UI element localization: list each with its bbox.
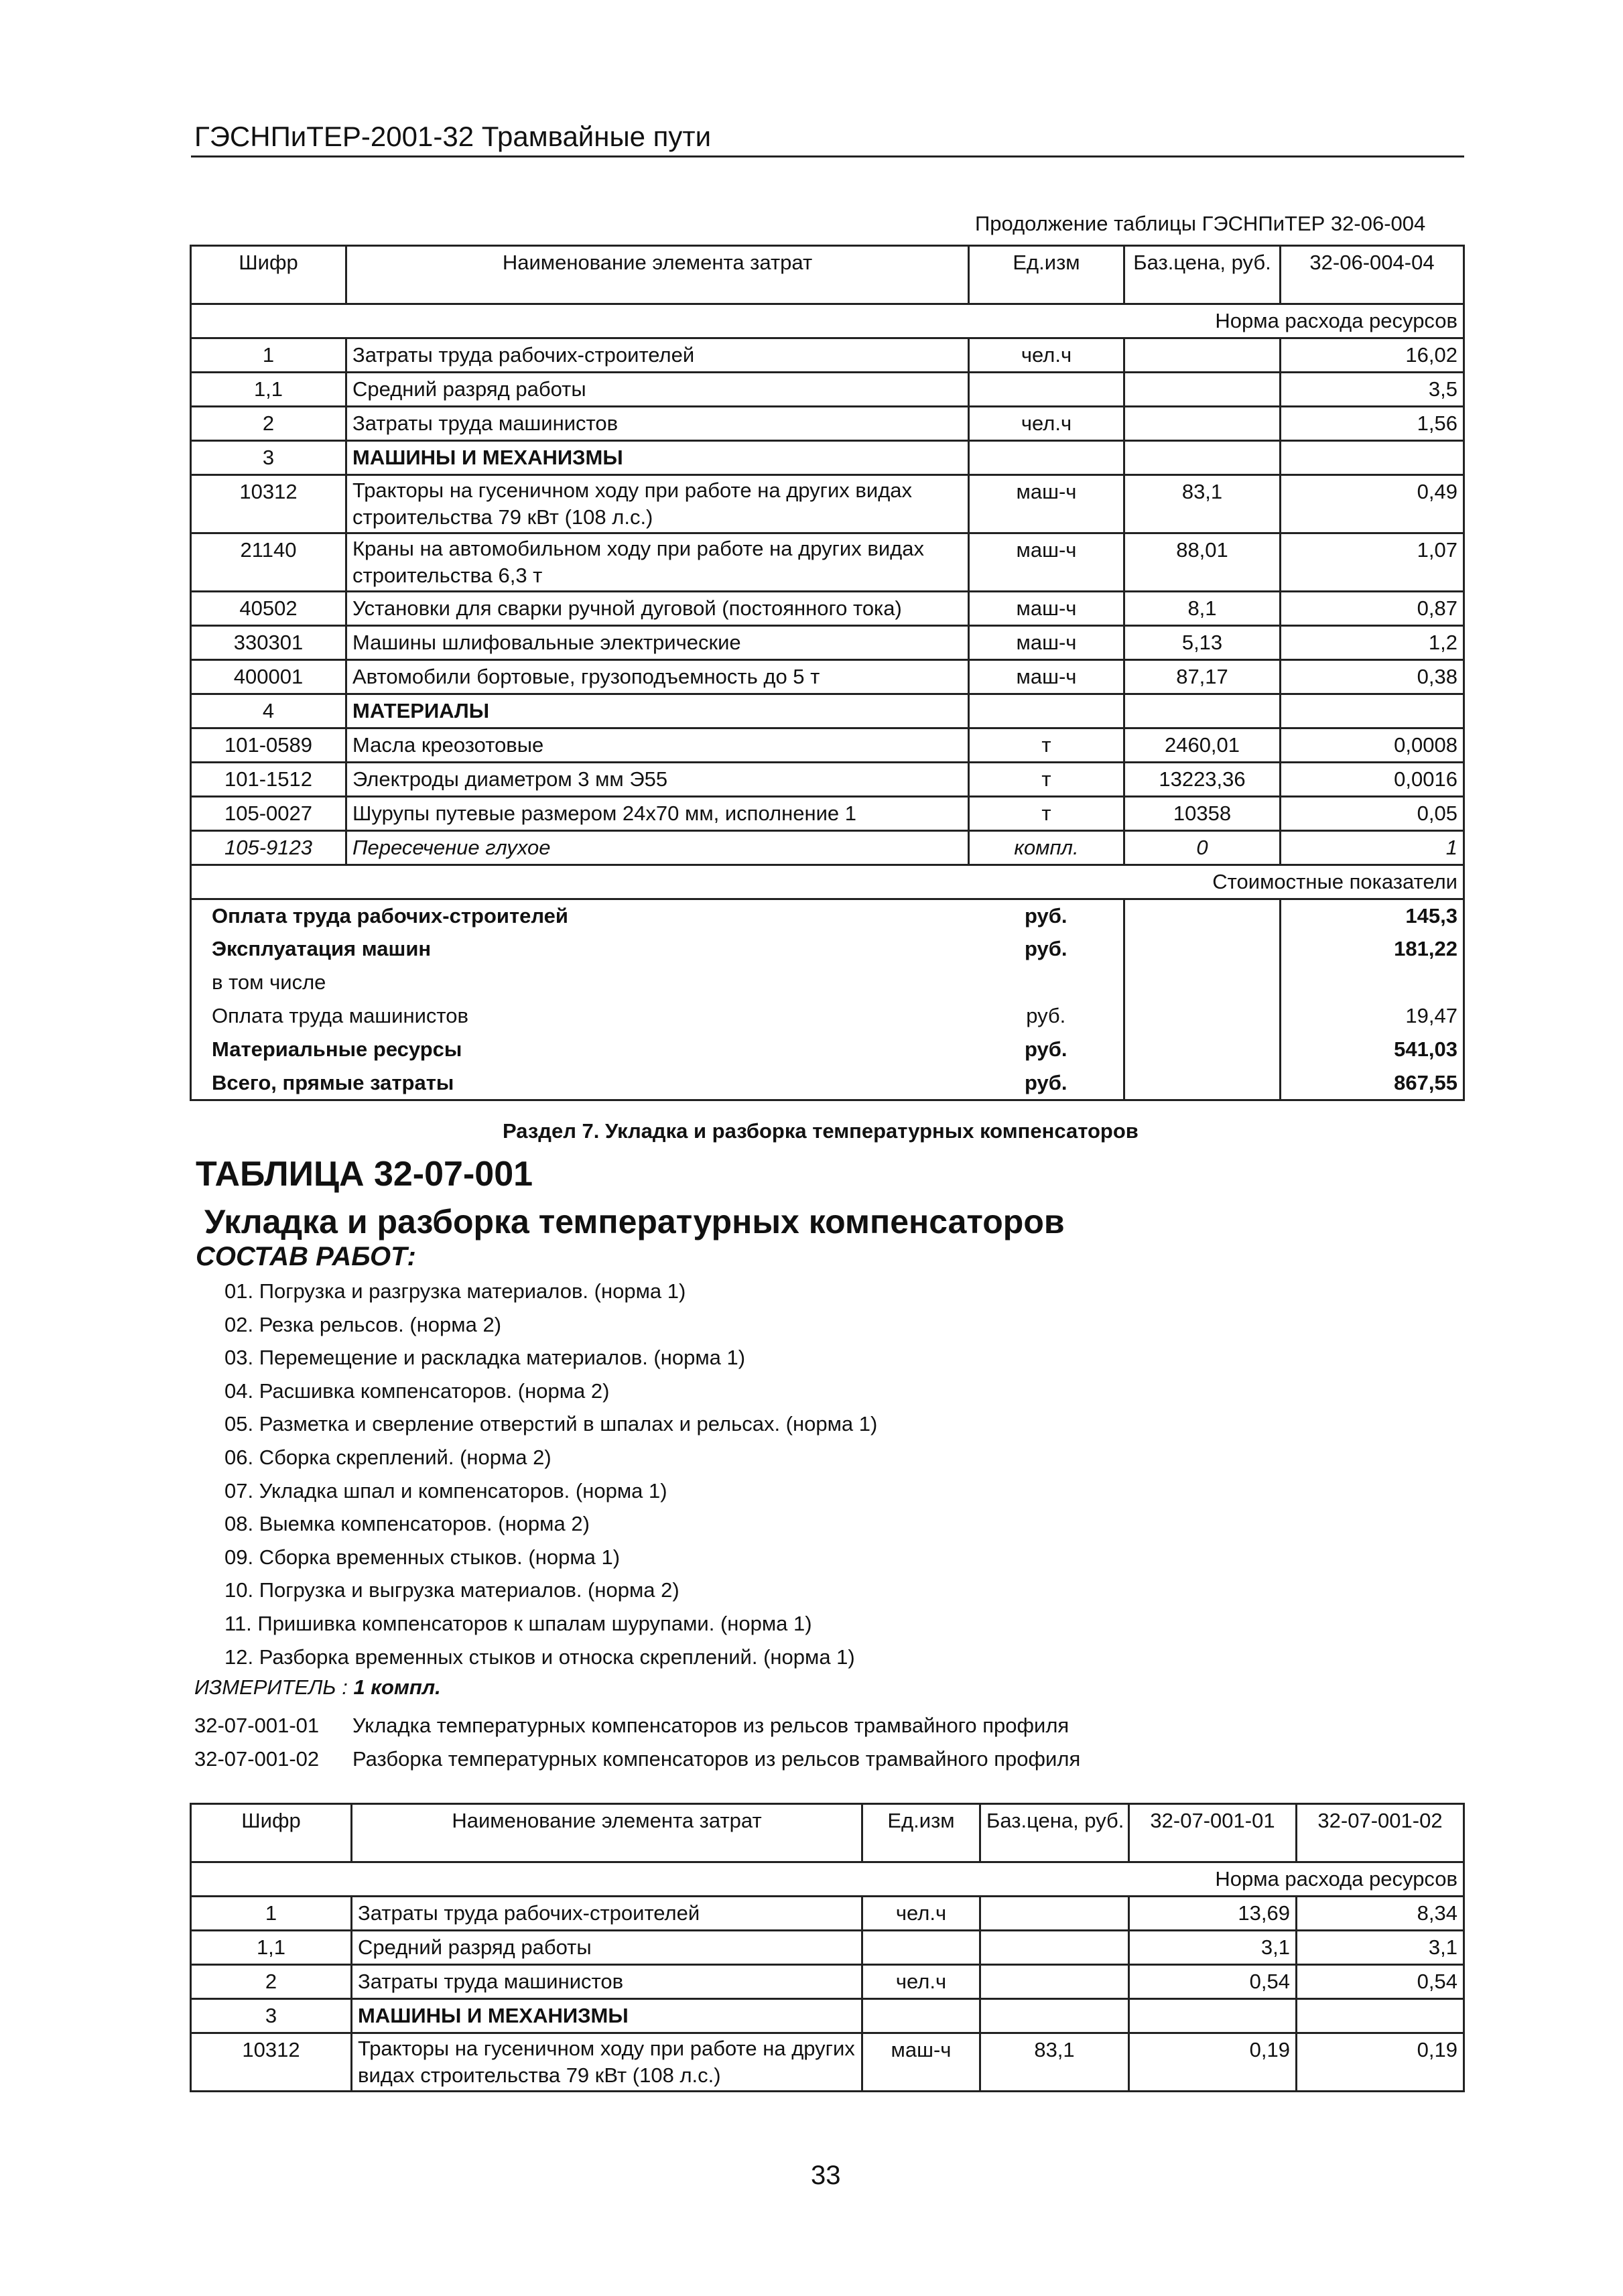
cost-value: 19,47 [1281, 1000, 1464, 1033]
norm-code: 32-07-001-02 [194, 1747, 320, 1771]
row-code: 105-9123 [191, 831, 346, 865]
table-row [191, 1897, 1464, 1931]
row-name: Машины шлифовальные электрические [346, 626, 969, 660]
row-value [1281, 441, 1464, 475]
col-header-unit: Ед.изм [969, 246, 1124, 304]
cost-value: 867,55 [1281, 1067, 1464, 1100]
row-name: Автомобили бортовые, грузоподъемность до 5 т [346, 660, 969, 694]
work-step: 12. Разборка временных стыков и относка скреплений. (норма 1) [224, 1645, 855, 1669]
measure-line [194, 1675, 441, 1700]
row-name: МАТЕРИАЛЫ [346, 694, 969, 728]
table-row [191, 373, 1464, 407]
col-header-code: Шифр [191, 1804, 352, 1862]
row-value: 0,49 [1281, 475, 1464, 533]
row-value-2 [1297, 1999, 1464, 2033]
row-unit: маш-ч [969, 660, 1124, 694]
table-row [191, 660, 1464, 694]
row-price [1124, 407, 1281, 441]
row-code: 105-0027 [191, 797, 346, 831]
table-title: Укладка и разборка температурных компенсаторов [204, 1203, 1065, 1240]
table-continuation-note: Продолжение таблицы ГЭСНПиТЕР 32-06-004 [975, 212, 1426, 235]
row-name: Тракторы на гусеничном ходу при работе на других видах строительства 79 кВт (108 л.с.) [346, 475, 969, 533]
row-price: 10358 [1124, 797, 1281, 831]
row-code: 1,1 [191, 1931, 352, 1965]
row-value: 0,0016 [1281, 763, 1464, 797]
row-unit: т [969, 797, 1124, 831]
work-step: 07. Укладка шпал и компенсаторов. (норма 1) [224, 1478, 667, 1503]
row-value: 1,56 [1281, 407, 1464, 441]
row-unit: чел.ч [862, 1965, 980, 1999]
work-step: 03. Перемещение и раскладка материалов. (норма 1) [224, 1346, 746, 1370]
row-value-2: 0,54 [1297, 1965, 1464, 1999]
row-unit: маш-ч [969, 475, 1124, 533]
row-unit: маш-ч [969, 533, 1124, 592]
row-name: Шурупы путевые размером 24х70 мм, исполнение 1 [346, 797, 969, 831]
cost-price-cell [1124, 933, 1281, 966]
row-unit: маш-ч [969, 626, 1124, 660]
norm-code-line [194, 1709, 1080, 1742]
row-code: 10312 [191, 2033, 352, 2092]
table-row [191, 694, 1464, 728]
resource-table-32-06-004 [190, 245, 1465, 1101]
row-name: Средний разряд работы [352, 1931, 862, 1965]
work-step: 08. Выемка компенсаторов. (норма 2) [224, 1512, 590, 1536]
row-unit: чел.ч [969, 407, 1124, 441]
col-header-name: Наименование элемента затрат [346, 246, 969, 304]
row-name: Электроды диаметром 3 мм Э55 [346, 763, 969, 797]
row-code: 101-0589 [191, 728, 346, 763]
row-name: Затраты труда машинистов [352, 1965, 862, 1999]
col-header-norm-code-1: 32-07-001-01 [1129, 1804, 1297, 1862]
cost-value: 145,3 [1281, 899, 1464, 933]
cost-row [191, 1033, 1464, 1067]
table-row [191, 831, 1464, 865]
table-row [191, 1999, 1464, 2033]
table-header-row [191, 1804, 1464, 1862]
row-value-1: 3,1 [1129, 1931, 1297, 1965]
row-code: 1 [191, 338, 346, 373]
table-number: ТАБЛИЦА 32-07-001 [196, 1155, 533, 1194]
row-code: 2 [191, 1965, 352, 1999]
work-step: 01. Погрузка и разгрузка материалов. (норма 1) [224, 1279, 686, 1303]
norm-code: 32-07-001-01 [194, 1714, 320, 1737]
row-value: 0,05 [1281, 797, 1464, 831]
row-price: 0 [1124, 831, 1281, 865]
row-unit: т [969, 763, 1124, 797]
row-code: 4 [191, 694, 346, 728]
row-value-2: 8,34 [1297, 1897, 1464, 1931]
row-value: 1 [1281, 831, 1464, 865]
row-name: МАШИНЫ И МЕХАНИЗМЫ [346, 441, 969, 475]
row-price: 13223,36 [1124, 763, 1281, 797]
cost-price-cell [1124, 966, 1281, 1000]
row-value-2: 0,19 [1297, 2033, 1464, 2092]
row-price: 2460,01 [1124, 728, 1281, 763]
row-value-2: 3,1 [1297, 1931, 1464, 1965]
row-value-1: 13,69 [1129, 1897, 1297, 1931]
row-code: 1,1 [191, 373, 346, 407]
row-name: Затраты труда машинистов [346, 407, 969, 441]
row-code: 1 [191, 1897, 352, 1931]
row-code: 40502 [191, 592, 346, 626]
cost-row [191, 1000, 1464, 1033]
resource-table-32-07-001 [190, 1803, 1465, 2092]
work-step: 02. Резка рельсов. (норма 2) [224, 1312, 502, 1336]
row-price [980, 1999, 1129, 2033]
row-unit [969, 694, 1124, 728]
row-code: 330301 [191, 626, 346, 660]
row-unit: т [969, 728, 1124, 763]
table-row [191, 626, 1464, 660]
cost-label-cell: Оплата труда машинистов [191, 1000, 969, 1033]
norm-code-line [194, 1742, 1080, 1776]
row-price [1124, 441, 1281, 475]
cost-unit: руб. [1024, 1037, 1067, 1061]
col-header-name: Наименование элемента затрат [352, 1804, 862, 1862]
col-header-unit: Ед.изм [862, 1804, 980, 1862]
cost-row [191, 1067, 1464, 1100]
norm-code-description: Укладка температурных компенсаторов из рельсов трамвайного профиля [352, 1714, 1069, 1737]
row-value: 3,5 [1281, 373, 1464, 407]
table-row [191, 1965, 1464, 1999]
table-row [191, 592, 1464, 626]
row-code: 3 [191, 441, 346, 475]
row-value: 0,0008 [1281, 728, 1464, 763]
cost-label-cell: Оплата труда рабочих-строителей [191, 899, 969, 933]
row-price: 88,01 [1124, 533, 1281, 592]
norm-label-row [191, 304, 1464, 338]
row-price [980, 1931, 1129, 1965]
row-unit [862, 1931, 980, 1965]
cost-label-row [191, 865, 1464, 899]
cost-label: Стоимостные показатели [191, 865, 1464, 899]
col-header-norm-code: 32-06-004-04 [1281, 246, 1464, 304]
cost-label-cell: Материальные ресурсы [191, 1033, 969, 1067]
col-header-norm-code-2: 32-07-001-02 [1297, 1804, 1464, 1862]
work-step: 09. Сборка временных стыков. (норма 1) [224, 1545, 621, 1569]
row-code: 10312 [191, 475, 346, 533]
work-composition-label: СОСТАВ РАБОТ: [196, 1242, 416, 1271]
row-name: Краны на автомобильном ходу при работе на других видах строительства 6,3 т [346, 533, 969, 592]
row-code: 400001 [191, 660, 346, 694]
table-row [191, 728, 1464, 763]
row-value: 0,38 [1281, 660, 1464, 694]
norm-label-row [191, 1862, 1464, 1897]
cost-price-cell [1124, 1067, 1281, 1100]
cost-unit [969, 966, 1124, 1000]
row-value: 1,07 [1281, 533, 1464, 592]
header-rule [191, 155, 1464, 157]
row-value [1281, 694, 1464, 728]
cost-label-cell: в том числе [191, 966, 969, 1000]
work-step: 04. Расшивка компенсаторов. (норма 2) [224, 1379, 610, 1403]
row-code: 21140 [191, 533, 346, 592]
row-name: Затраты труда рабочих-строителей [346, 338, 969, 373]
measure-value: 1 компл. [353, 1675, 441, 1699]
row-value-1 [1129, 1999, 1297, 2033]
page-number: 33 [811, 2161, 841, 2190]
page-header: ГЭСНПиТЕР-2001-32 Трамвайные пути [194, 121, 712, 152]
table-row [191, 797, 1464, 831]
row-code: 3 [191, 1999, 352, 2033]
table-row [191, 407, 1464, 441]
row-unit: чел.ч [969, 338, 1124, 373]
col-header-code: Шифр [191, 246, 346, 304]
cost-price-cell [1124, 1033, 1281, 1067]
row-value-1: 0,19 [1129, 2033, 1297, 2092]
row-value: 0,87 [1281, 592, 1464, 626]
cost-unit: руб. [1026, 1003, 1066, 1027]
row-unit: компл. [969, 831, 1124, 865]
cost-unit: руб. [969, 1067, 1124, 1100]
row-unit: чел.ч [862, 1897, 980, 1931]
work-step: 05. Разметка и сверление отверстий в шпалах и рельсах. (норма 1) [224, 1412, 878, 1436]
norm-codes-list [194, 1709, 1080, 1776]
table-row [191, 533, 1464, 592]
cost-unit: руб. [1024, 936, 1067, 960]
cost-row [191, 899, 1464, 933]
table-row [191, 338, 1464, 373]
row-name: Средний разряд работы [346, 373, 969, 407]
cost-price-cell [1124, 899, 1281, 933]
cost-unit: руб. [969, 899, 1124, 933]
row-price [980, 1965, 1129, 1999]
cost-row [191, 966, 1464, 1000]
row-price: 5,13 [1124, 626, 1281, 660]
cost-price-cell [1124, 1000, 1281, 1033]
measure-label: ИЗМЕРИТЕЛЬ : [194, 1675, 348, 1699]
table-row [191, 763, 1464, 797]
row-code: 2 [191, 407, 346, 441]
row-price: 8,1 [1124, 592, 1281, 626]
col-header-price: Баз.цена, руб. [1124, 246, 1281, 304]
row-price [1124, 694, 1281, 728]
cost-value [1281, 966, 1464, 1000]
norm-label: Норма расхода ресурсов [191, 1862, 1464, 1897]
work-steps-list [224, 1275, 877, 1673]
norm-code-description: Разборка температурных компенсаторов из рельсов трамвайного профиля [352, 1747, 1081, 1771]
section-heading: Раздел 7. Укладка и разборка температурных компенсаторов [503, 1119, 1139, 1143]
row-price [1124, 373, 1281, 407]
table-row [191, 2033, 1464, 2092]
row-name: Масла креозотовые [346, 728, 969, 763]
work-step: 10. Погрузка и выгрузка материалов. (норма 2) [224, 1578, 679, 1602]
row-unit [969, 441, 1124, 475]
row-price [1124, 338, 1281, 373]
cost-value: 541,03 [1281, 1033, 1464, 1067]
norm-label: Норма расхода ресурсов [191, 304, 1464, 338]
row-name: Установки для сварки ручной дуговой (постоянного тока) [346, 592, 969, 626]
row-value-1: 0,54 [1129, 1965, 1297, 1999]
table-row [191, 475, 1464, 533]
row-price: 83,1 [1124, 475, 1281, 533]
cost-value: 181,22 [1281, 933, 1464, 966]
row-value: 1,2 [1281, 626, 1464, 660]
row-unit [969, 373, 1124, 407]
row-price [980, 1897, 1129, 1931]
row-name: Тракторы на гусеничном ходу при работе на других видах строительства 79 кВт (108 л.с.) [352, 2033, 862, 2092]
row-value: 16,02 [1281, 338, 1464, 373]
cost-row [191, 933, 1464, 966]
row-unit [862, 1999, 980, 2033]
cost-label-cell: Всего, прямые затраты [191, 1067, 969, 1100]
table-row [191, 1931, 1464, 1965]
row-code: 101-1512 [191, 763, 346, 797]
col-header-price: Баз.цена, руб. [980, 1804, 1129, 1862]
row-name: Затраты труда рабочих-строителей [352, 1897, 862, 1931]
cost-label-cell: Эксплуатация машин [191, 933, 969, 966]
row-unit: маш-ч [969, 592, 1124, 626]
work-step: 11. Пришивка компенсаторов к шпалам шурупами. (норма 1) [224, 1611, 812, 1635]
row-price: 87,17 [1124, 660, 1281, 694]
row-unit: маш-ч [862, 2033, 980, 2092]
row-name: МАШИНЫ И МЕХАНИЗМЫ [352, 1999, 862, 2033]
table-header-row [191, 246, 1464, 304]
row-name: Пересечение глухое [346, 831, 969, 865]
row-price: 83,1 [980, 2033, 1129, 2092]
table-row [191, 441, 1464, 475]
work-step: 06. Сборка скреплений. (норма 2) [224, 1445, 551, 1469]
